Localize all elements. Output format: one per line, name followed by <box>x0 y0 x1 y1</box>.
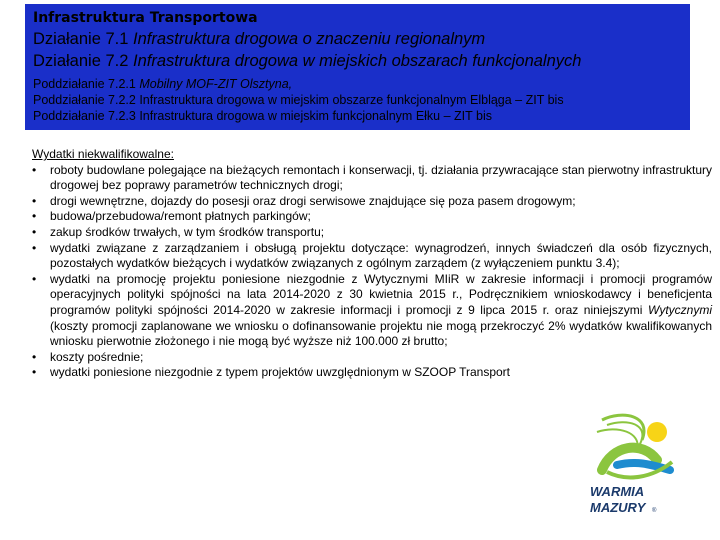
action-7-1 <box>33 28 682 50</box>
list-item <box>32 272 712 350</box>
list-item-text: wydatki na promocję projektu poniesione niezgodnie z Wytycznymi MIiR w zakresie informacji i promocji programów operacyjnych polityki spójności na lata 2014-2020 z 30 kwietnia 2015 r., Podręcznikiem wnioskodawcy i beneficjenta programów polityki spójności 2014-2020 w zakresie informacji i promocji z 9 lipca 2015 r. oraz niniejszymi <box>50 271 712 317</box>
subaction-7-2-1 <box>33 76 682 92</box>
list-item <box>32 194 712 210</box>
action-7-2-name: Infrastruktura drogowa w miejskich obszarach funkcjonalnych <box>132 52 582 70</box>
bullet-icon: • <box>32 365 37 380</box>
list-item <box>32 350 712 366</box>
action-7-2 <box>33 50 682 72</box>
list-item-text: wydatki poniesione niezgodnie z typem projektów uwzględnionym w SZOOP Transport <box>50 365 511 380</box>
bullet-icon: • <box>32 271 37 286</box>
action-7-1-prefix: Działanie 7.1 <box>33 30 133 48</box>
bullet-icon: • <box>32 240 37 255</box>
list-item-text: drogi wewnętrzne, dojazdy do posesji oraz drogi serwisowe znajdujące się poza pasem drogowym; <box>50 193 576 208</box>
header-title: Infrastruktura Transportowa <box>33 10 258 26</box>
bullet-icon: • <box>32 162 37 177</box>
list-item-text: budowa/przebudowa/remont płatnych parkingów; <box>50 209 311 224</box>
logo-text-line1: WARMIA <box>590 484 645 499</box>
list-item <box>32 241 712 272</box>
bullet-icon: • <box>32 224 37 239</box>
list-item <box>32 163 712 194</box>
list-item <box>32 365 610 381</box>
list-item <box>32 225 712 241</box>
section-title: Wydatki niekwalifikowalne: <box>32 147 174 161</box>
subaction-7-2-2: Poddziałanie 7.2.2 Infrastruktura drogowa w miejskim obszarze funkcjonalnym Elbląga – ZIT bis <box>33 93 564 107</box>
logo-text-line2: MAZURY <box>590 500 646 515</box>
list-item <box>32 209 712 225</box>
subaction-7-2-1-prefix: Poddziałanie 7.2.1 <box>33 77 140 91</box>
list-item-text: zakup środków trwałych, w tym środków transportu; <box>50 224 325 239</box>
list-item-text: wydatki związane z zarządzaniem i obsługą projektu dotyczące: wynagrodzeń, innych świadczeń dla osób fizycznych, pozostałych wydatków bieżących i wydatków związanych z ogólnym zarządem (z wyłączeniem punktu 3.4); <box>50 240 712 271</box>
list-item-text: koszty pośrednie; <box>50 349 144 364</box>
subaction-7-2-1-name: Mobilny MOF-ZIT Olsztyna, <box>139 77 293 91</box>
ineligible-costs-section <box>32 147 712 381</box>
bullet-icon: • <box>32 349 37 364</box>
header-banner <box>25 4 690 130</box>
list-item-italic: Wytycznymi <box>648 302 712 317</box>
list-item-text: roboty budowlane polegające na bieżących remontach i konserwacji, tj. działania przywracające stan pierwotny infrastruktury drogowej bez poprawy parametrów technicznych drogi; <box>50 162 712 193</box>
warmia-mazury-logo <box>582 410 692 525</box>
subaction-7-2-3: Poddziałanie 7.2.3 Infrastruktura drogowa w miejskim funkcjonalnym Ełku – ZIT bis <box>33 109 493 123</box>
ineligible-costs-list <box>32 163 712 381</box>
bullet-icon: • <box>32 209 37 224</box>
action-7-1-name: Infrastruktura drogowa o znaczeniu regionalnym <box>132 30 486 48</box>
bullet-icon: • <box>32 193 37 208</box>
logo-trademark: ® <box>652 508 657 514</box>
action-7-2-prefix: Działanie 7.2 <box>33 52 133 70</box>
warmia-mazury-emblem-icon <box>582 410 692 525</box>
list-item-text-tail: (koszty promocji zaplanowane we wniosku o dofinansowanie projektu nie mogą przekroczyć 2% wydatków kwalifikowanych wniosku pierwotnie złożonego i nie mogą być wyższe niż 100.000 zł brutto; <box>50 318 712 349</box>
